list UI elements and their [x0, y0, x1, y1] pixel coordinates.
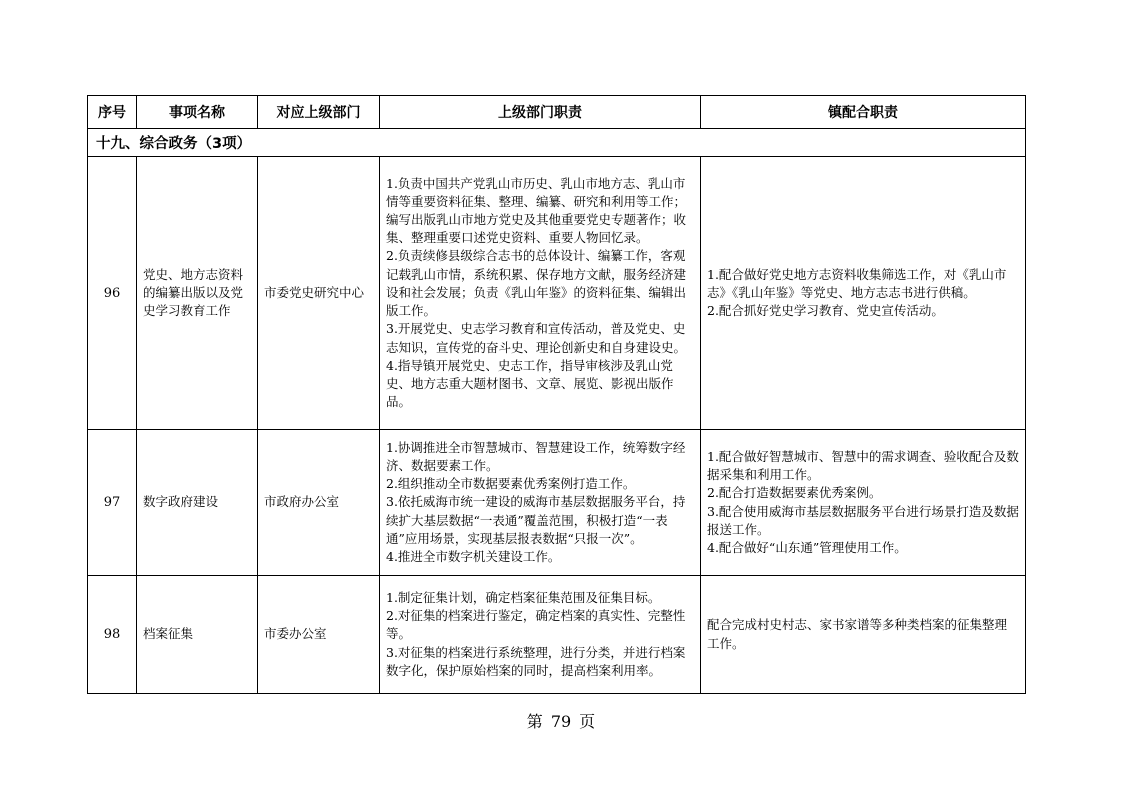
town-duty-item: 1.配合做好智慧城市、智慧中的需求调查、验收配合及数据采集和利用工作。 [707, 448, 1019, 483]
page-label-prefix: 第 [526, 712, 543, 731]
row-number: 98 [88, 576, 137, 694]
table-row [88, 430, 1026, 576]
header-town-duties: 镇配合职责 [701, 96, 1026, 129]
town-duty-item: 3.配合使用威海市基层数据服务平台进行场景打造及数据报送工作。 [707, 503, 1019, 537]
duty-item: 4.推进全市数字机关建设工作。 [386, 549, 561, 564]
duty-item: 1.制定征集计划，确定档案征集范围及征集目标。 [386, 589, 661, 605]
row-parent-dept: 市政府办公室 [258, 430, 380, 576]
duty-item: 2.负责续修县级综合志书的总体设计、编纂工作，客观记载乳山市情，系统积累、保存地方文献，服务经济建设和社会发展；负责《乳山年鉴》的资料征集、编辑出版工作。 [386, 248, 687, 319]
header-row [88, 96, 1026, 129]
town-duty-item: 配合完成村史村志、家书家谱等多种类档案的征集整理工作。 [707, 617, 1008, 651]
row-item-name: 党史、地方志资料的编纂出版以及党史学习教育工作 [137, 157, 258, 430]
row-parent-duties [380, 576, 701, 694]
header-item-name: 事项名称 [137, 96, 258, 129]
town-duty-item: 4.配合做好“山东通”管理使用工作。 [707, 539, 907, 555]
duty-item: 2.组织推动全市数据要素优秀案例打造工作。 [386, 476, 636, 492]
page-footer [0, 709, 1122, 732]
row-number: 96 [88, 157, 137, 430]
row-parent-dept: 市委党史研究中心 [258, 157, 380, 430]
duty-item: 3.依托威海市统一建设的威海市基层数据服务平台，持续扩大基层数据“一表通”覆盖范围，积极打造“一表通”应用场景，实现基层报表数据“只报一次”。 [386, 494, 686, 546]
row-parent-duties [380, 430, 701, 576]
section-title: 十九、综合政务（3项） [88, 129, 1026, 157]
row-town-duties [701, 157, 1026, 430]
town-duty-item: 2.配合抓好党史学习教育、党史宣传活动。 [707, 303, 944, 319]
duty-item: 1.协调推进全市智慧城市、智慧建设工作，统筹数字经济、数据要素工作。 [386, 439, 686, 473]
row-number: 97 [88, 430, 137, 576]
duty-item: 1.负责中国共产党乳山市历史、乳山市地方志、乳山市情等重要资料征集、整理、编纂、研究和利用等工作；编写出版乳山市地方党史及其他重要党史专题著作；收集、整理重要口述党史资料、重要人物回忆录。 [386, 175, 687, 246]
row-town-duties [701, 430, 1026, 576]
duty-item: 3.开展党史、史志学习教育和宣传活动，普及党史、史志知识，宣传党的奋斗史、理论创新史和自身建设史。 [386, 321, 687, 355]
town-duty-item: 2.配合打造数据要素优秀案例。 [707, 485, 882, 501]
header-parent-dept: 对应上级部门 [258, 96, 380, 129]
row-item-name: 档案征集 [137, 576, 258, 694]
duty-item: 4.指导镇开展党史、史志工作，指导审核涉及乳山党史、地方志重大题材图书、文章、展览、影视出版作品。 [386, 357, 674, 410]
row-item-name: 数字政府建设 [137, 430, 258, 576]
row-parent-duties [380, 157, 701, 430]
duty-item: 3.对征集的档案进行系统整理，进行分类，并进行档案数字化，保护原始档案的同时，提高档案利用率。 [386, 644, 686, 678]
header-parent-duties: 上级部门职责 [380, 96, 701, 129]
duty-item: 2.对征集的档案进行鉴定，确定档案的真实性、完整性等。 [386, 608, 686, 642]
row-parent-dept: 市委办公室 [258, 576, 380, 694]
table-row [88, 576, 1026, 694]
row-town-duties [701, 576, 1026, 694]
section-row [88, 129, 1026, 157]
duty-table [87, 95, 1026, 694]
table-row [88, 157, 1026, 430]
page-number: 79 [550, 712, 572, 731]
header-serial: 序号 [88, 96, 137, 129]
page-label-suffix: 页 [579, 712, 596, 731]
town-duty-item: 1.配合做好党史地方志资料收集筛选工作，对《乳山市志》《乳山年鉴》等党史、地方志志书进行供稿。 [707, 266, 1007, 300]
